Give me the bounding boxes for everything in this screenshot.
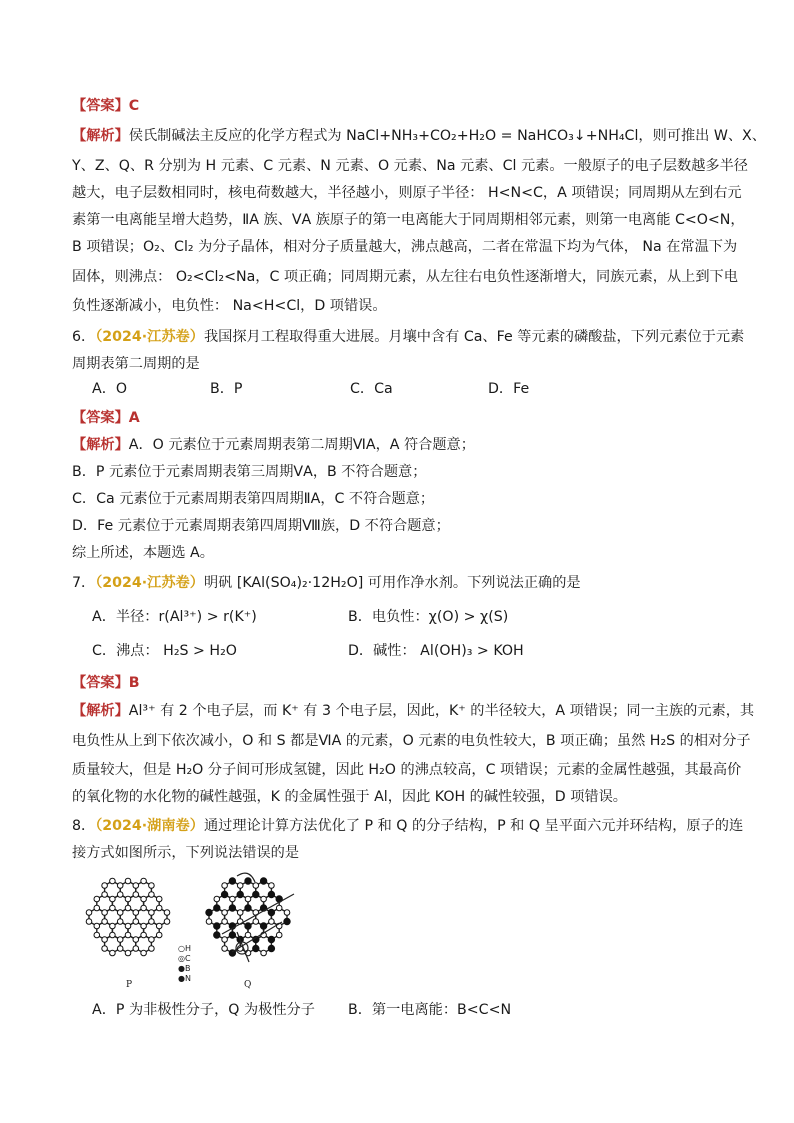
atom bbox=[221, 891, 227, 897]
question-8: 8．（2024·湖南卷）通过理论计算方法优化了 P 和 Q 的分子结构，P 和 Q 呈平面六元并环结构，原子的连 bbox=[72, 818, 744, 834]
molecule-figure bbox=[72, 862, 298, 992]
atom bbox=[141, 932, 147, 938]
atom bbox=[133, 946, 139, 952]
atom bbox=[222, 937, 228, 943]
atom bbox=[133, 883, 139, 889]
atom bbox=[269, 883, 275, 889]
atom bbox=[117, 937, 123, 943]
atom bbox=[86, 919, 92, 925]
option: B．第一电离能：B<C<N bbox=[348, 1002, 512, 1018]
atom bbox=[110, 950, 116, 956]
atom bbox=[261, 896, 267, 902]
analysis-line: 【解析】Al³⁺ 有 2 个电子层，而 K⁺ 有 3 个电子层，因此，K⁺ 的半径较大，A 项错误；同一主族的元素，其 bbox=[72, 703, 755, 719]
atom bbox=[229, 878, 235, 884]
analysis-line: B．P 元素位于元素周期表第三周期ⅤA，B 不符合题意； bbox=[72, 464, 427, 480]
atom bbox=[117, 892, 123, 898]
option: D．Fe bbox=[488, 381, 530, 397]
atom bbox=[222, 883, 228, 889]
atom bbox=[156, 923, 162, 929]
answer-label: 【答案】B bbox=[72, 675, 140, 691]
atom bbox=[102, 883, 108, 889]
question-text: 接方式如图所示，下列说法错误的是 bbox=[72, 845, 300, 861]
question-7: 7．（2024·江苏卷）明矾 [KAl(SO₄)₂·12H₂O] 可用作净水剂。下列说法正确的是 bbox=[72, 575, 581, 591]
atom bbox=[110, 932, 116, 938]
atom bbox=[117, 910, 123, 916]
atom bbox=[141, 878, 147, 884]
analysis-line: B 项错误；O₂、Cl₂ 为分子晶体，相对分子质量越大，沸点越高，二者在常温下均为气体， Na 在常温下为 bbox=[72, 239, 738, 255]
option: A．O bbox=[92, 381, 128, 397]
question-6: 6．（2024·江苏卷）我国探月工程取得重大进展。月壤中含有 Ca、Fe 等元素的磷酸盐，下列元素位于元素 bbox=[72, 329, 745, 345]
analysis-line: 质量较大，但是 H₂O 分子间可形成氢键，因此 H₂O 的沸点较高，C 项错误；元素的金属性越强，其最高价 bbox=[72, 762, 742, 778]
option: C．沸点： H₂S > H₂O bbox=[92, 643, 237, 659]
analysis-line: 素第一电离能呈增大趋势，ⅡA 族、ⅤA 族原子的第一电离能大于同周期相邻元素，则第一电离能 C<O<N， bbox=[72, 212, 745, 228]
atom bbox=[149, 919, 155, 925]
atom bbox=[260, 878, 266, 884]
atom bbox=[117, 946, 123, 952]
atom bbox=[164, 910, 170, 916]
atom bbox=[125, 905, 131, 911]
atom bbox=[102, 910, 108, 916]
atom bbox=[284, 918, 290, 924]
atom bbox=[245, 932, 251, 938]
analysis-line: C．Ca 元素位于元素周期表第四周期ⅡA，C 不符合题意； bbox=[72, 491, 435, 507]
atom bbox=[245, 905, 251, 911]
atom bbox=[141, 950, 147, 956]
atom bbox=[261, 950, 267, 956]
option: D．碱性： Al(OH)₃ > KOH bbox=[348, 643, 524, 659]
option: A．P 为非极性分子，Q 为极性分子 bbox=[92, 1002, 315, 1018]
atom bbox=[102, 919, 108, 925]
atom bbox=[260, 923, 266, 929]
atom bbox=[214, 905, 220, 911]
analysis-line: 的氧化物的水化物的碱性越强，K 的金属性强于 Al，因此 KOH 的碱性较强，D 项错误。 bbox=[72, 789, 627, 805]
atom bbox=[125, 932, 131, 938]
atom bbox=[156, 932, 162, 938]
atom bbox=[117, 883, 123, 889]
question-text: 周期表第二周期的是 bbox=[72, 356, 200, 372]
analysis-line: 【解析】侯氏制碱法主反应的化学方程式为 NaCl+NH₃+CO₂+H₂O = NaHCO₃↓+NH₄Cl，则可推出 W、X、 bbox=[72, 128, 766, 144]
atom bbox=[156, 905, 162, 911]
atom bbox=[110, 905, 116, 911]
atom bbox=[94, 923, 100, 929]
analysis-line: 【解析】A．O 元素位于元素周期表第二周期ⅥA，A 符合题意； bbox=[72, 437, 475, 453]
atom bbox=[149, 946, 155, 952]
atom bbox=[214, 932, 220, 938]
atom bbox=[253, 945, 259, 951]
option: B．电负性：χ(O) > χ(S) bbox=[348, 609, 509, 625]
atom bbox=[276, 932, 282, 938]
atom bbox=[284, 910, 290, 916]
atom bbox=[268, 891, 274, 897]
atom bbox=[206, 919, 212, 925]
atom bbox=[94, 896, 100, 902]
atom bbox=[206, 909, 212, 915]
atom bbox=[133, 937, 139, 943]
atom bbox=[245, 896, 251, 902]
atom bbox=[230, 896, 236, 902]
analysis-line: 电负性从上到下依次减小，O 和 S 都是ⅥA 的元素，O 元素的电负性较大，B 项正确；虽然 H₂S 的相对分子 bbox=[72, 733, 751, 749]
atom bbox=[110, 878, 116, 884]
atom bbox=[237, 883, 243, 889]
atom bbox=[149, 892, 155, 898]
atom bbox=[102, 946, 108, 952]
atom bbox=[222, 919, 228, 925]
atom bbox=[86, 910, 92, 916]
atom bbox=[253, 883, 259, 889]
atom bbox=[125, 896, 131, 902]
label-p: P bbox=[126, 980, 133, 990]
atom bbox=[149, 937, 155, 943]
atom bbox=[214, 923, 220, 929]
atom bbox=[164, 919, 170, 925]
atom bbox=[268, 945, 274, 951]
atom bbox=[94, 905, 100, 911]
atom bbox=[133, 919, 139, 925]
atom bbox=[110, 923, 116, 929]
atom bbox=[133, 910, 139, 916]
atom bbox=[102, 892, 108, 898]
atom bbox=[125, 950, 131, 956]
legend-b: ●B bbox=[178, 964, 191, 973]
atom bbox=[141, 905, 147, 911]
atom bbox=[253, 891, 259, 897]
atom bbox=[222, 946, 228, 952]
atom bbox=[125, 878, 131, 884]
atom bbox=[229, 932, 235, 938]
figure-legend bbox=[178, 944, 191, 984]
analysis-line: 综上所述，本题选 A。 bbox=[72, 545, 214, 561]
atom bbox=[214, 896, 220, 902]
legend-n: ●N bbox=[178, 974, 191, 983]
atom bbox=[237, 910, 243, 916]
atom bbox=[245, 923, 251, 929]
option: B．P bbox=[210, 381, 243, 397]
analysis-line: 固体，则沸点： O₂<Cl₂<Na，C 项正确；同周期元素，从左往右电负性逐渐增大，同族元素，从上到下电 bbox=[72, 269, 738, 285]
analysis-line: D．Fe 元素位于元素周期表第四周期Ⅷ族，D 不符合题意； bbox=[72, 518, 450, 534]
analysis-line: 越大，电子层数相同时，核电荷数越大，半径越小，则原子半径： H<N<C，A 项错误；同周期从左到右元 bbox=[72, 185, 742, 201]
atom bbox=[110, 896, 116, 902]
atom bbox=[229, 905, 235, 911]
atom bbox=[253, 919, 259, 925]
atom bbox=[237, 891, 243, 897]
atom bbox=[133, 892, 139, 898]
legend-h: ○H bbox=[178, 944, 191, 953]
atom bbox=[141, 923, 147, 929]
atom bbox=[102, 937, 108, 943]
atom bbox=[268, 936, 274, 942]
atom bbox=[149, 883, 155, 889]
answer-label: 【答案】C bbox=[72, 98, 140, 114]
atom bbox=[222, 910, 228, 916]
legend-c: ◎C bbox=[178, 954, 191, 963]
atom bbox=[141, 896, 147, 902]
atom bbox=[149, 910, 155, 916]
atom bbox=[268, 909, 274, 915]
option: C．Ca bbox=[350, 381, 393, 397]
atom bbox=[245, 878, 251, 884]
atom bbox=[125, 923, 131, 929]
answer-label: 【答案】A bbox=[72, 410, 140, 426]
analysis-line: Y、Z、Q、R 分别为 H 元素、C 元素、N 元素、O 元素、Na 元素、Cl 元素。一般原子的电子层数越多半径 bbox=[72, 158, 748, 174]
label-q: Q bbox=[244, 980, 252, 990]
atom bbox=[94, 932, 100, 938]
atom bbox=[269, 919, 275, 925]
option: A．半径：r(Al³⁺) > r(K⁺) bbox=[92, 609, 257, 625]
atom bbox=[117, 919, 123, 925]
analysis-line: 负性逐渐减小，电负性： Na<H<Cl，D 项错误。 bbox=[72, 298, 387, 314]
atom bbox=[276, 905, 282, 911]
atom bbox=[156, 896, 162, 902]
